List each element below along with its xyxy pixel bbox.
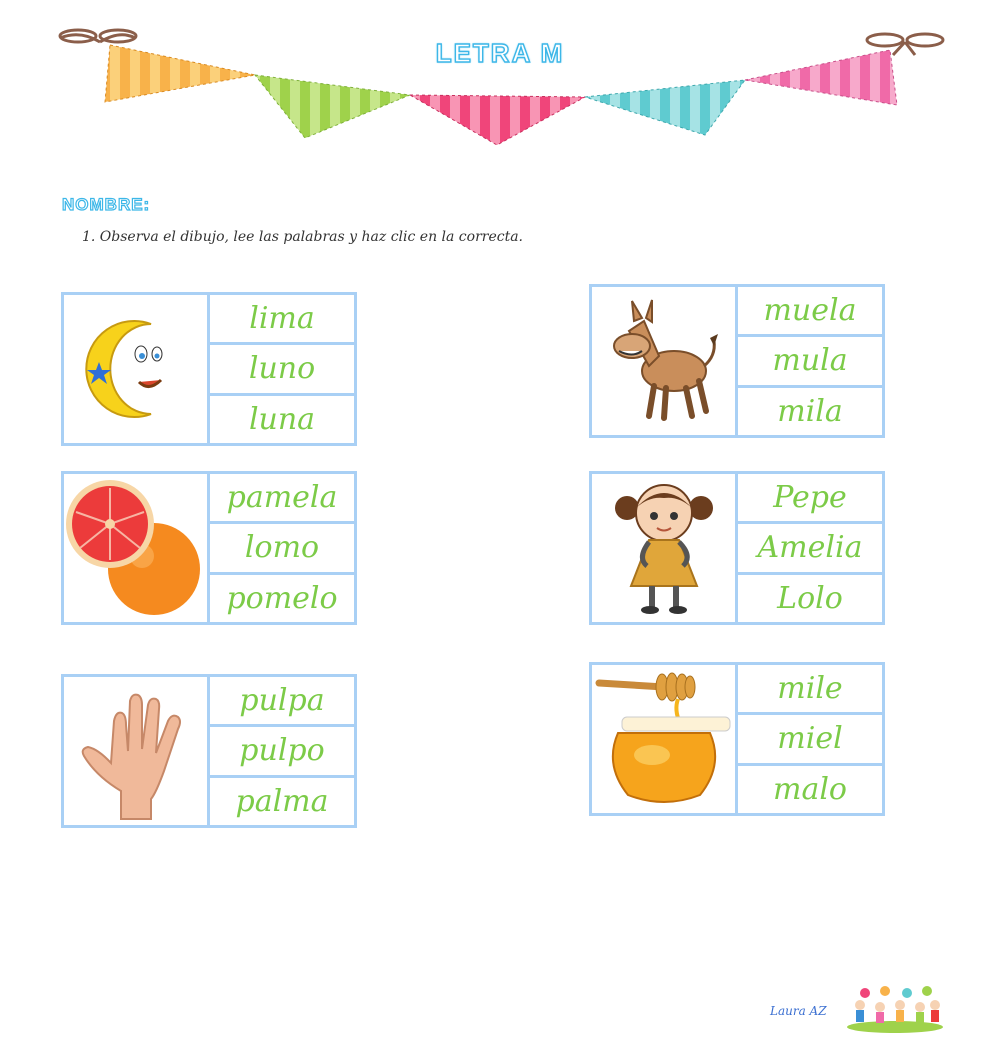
option-button[interactable]: mula <box>738 337 882 387</box>
instruction-text: 1. Observa el dibujo, lee las palabras y haz clic en la correcta. <box>82 229 524 245</box>
grapefruit-icon <box>64 474 210 622</box>
honey-jar-icon <box>592 665 738 813</box>
exercise-card-girl <box>589 471 885 625</box>
option-button[interactable]: Lolo <box>777 580 843 616</box>
option-button[interactable]: mila <box>777 393 843 429</box>
option-button[interactable]: lima <box>210 295 354 345</box>
option-button[interactable]: pamela <box>210 474 354 524</box>
exercise-card-grapefruit <box>61 471 357 625</box>
option-button[interactable]: pomelo <box>226 580 338 616</box>
author-name: Laura AZ <box>770 1004 827 1018</box>
exercise-card-honey <box>589 662 885 816</box>
bunting-banner <box>0 0 1000 160</box>
children-illustration-icon <box>845 985 945 1035</box>
option-button[interactable]: mile <box>738 665 882 715</box>
exercise-card-donkey <box>589 284 885 438</box>
option-button[interactable]: malo <box>773 771 847 807</box>
girl-icon <box>592 474 738 622</box>
page-title: LETRA M <box>435 38 565 68</box>
option-button[interactable]: pulpo <box>210 727 354 777</box>
option-button[interactable]: pulpa <box>210 677 354 727</box>
option-button[interactable]: luno <box>210 345 354 395</box>
option-button[interactable]: luna <box>248 401 316 437</box>
exercise-card-moon <box>61 292 357 446</box>
donkey-icon <box>592 287 738 435</box>
exercise-card-hand <box>61 674 357 828</box>
option-button[interactable]: miel <box>738 715 882 765</box>
option-button[interactable]: muela <box>738 287 882 337</box>
option-button[interactable]: palma <box>235 783 329 819</box>
name-label: NOMBRE: <box>62 195 151 214</box>
option-button[interactable]: Pepe <box>738 474 882 524</box>
option-button[interactable]: Amelia <box>738 524 882 574</box>
hand-icon <box>64 677 210 825</box>
moon-icon <box>64 295 210 443</box>
option-button[interactable]: lomo <box>210 524 354 574</box>
